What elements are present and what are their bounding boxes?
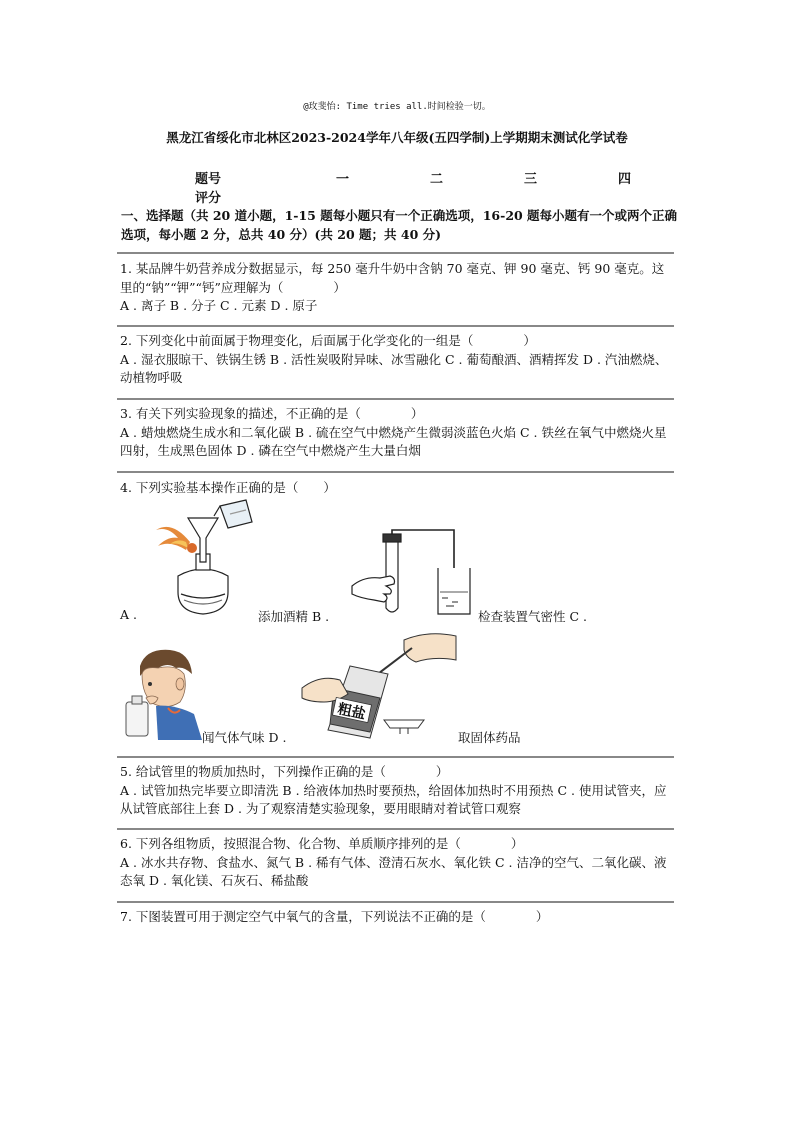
airtightness-check-figure: [350, 528, 478, 620]
section-1-heading: 一、选择题（共 20 道小题，1-15 题每小题只有一个正确选项，16-20 题每小题有一个或两个正确选项，每小题 2 分，总共 40 分）(共 20 题；共 40 分): [121, 208, 678, 242]
divider: [117, 901, 674, 903]
question-5: [120, 763, 676, 819]
score-table-row-label: 评分: [195, 191, 222, 206]
divider: [117, 325, 674, 327]
divider: [117, 756, 674, 758]
question-4: [120, 479, 676, 498]
option-d-caption: 取固体药品: [458, 730, 521, 745]
question-7: [120, 908, 676, 927]
option-c-caption: 闻气体气味 D .: [202, 730, 287, 745]
question-options: A . 试管加热完毕要立即清洗 B . 给液体加热时要预热，给固体加热时不用预热 C . 使用试管夹，应从试管底部往上套 D . 为了观察清楚实验现象，要用眼睛对着试管口观察: [120, 782, 667, 816]
score-table-header-label: 题号: [195, 172, 222, 187]
question-1: [120, 260, 676, 316]
question-stem: 3. 有关下列实验现象的描述，不正确的是（ ）: [120, 406, 424, 421]
question-options: A . 湿衣服晾干、铁锅生锈 B . 活性炭吸附异味、冰雪融化 C . 葡萄酿酒、酒精挥发 D . 汽油燃烧、动植物呼吸: [120, 351, 668, 385]
score-table-col-4: 四: [618, 172, 632, 187]
question-stem: 1. 某品牌牛奶营养成分数据显示，每 250 毫升牛奶中含钠 70 毫克、钾 90 毫克、钙 90 毫克。这里的“钠”“钾”“钙”应理解为（ ）: [120, 261, 665, 295]
divider: [117, 471, 674, 473]
divider: [117, 398, 674, 400]
smell-gas-figure: [124, 646, 204, 740]
question-options: A . 离子 B . 分子 C . 元素 D . 原子: [120, 298, 318, 313]
score-table-col-2: 二: [430, 172, 444, 187]
score-table-col-3: 三: [524, 172, 538, 187]
question-2: [120, 332, 676, 388]
question-stem: 2. 下列变化中前面属于物理变化，后面属于化学变化的一组是（ ）: [120, 333, 536, 348]
flame-icon: [156, 527, 190, 550]
divider: [117, 828, 674, 830]
question-options: A . 蜡烛燃烧生成水和二氧化碳 B . 硫在空气中燃烧产生微弱淡蓝色火焰 C . 铁丝在氧气中燃烧火星四射，生成黑色固体 D . 磷在空气中燃烧产生大量白烟: [120, 424, 667, 458]
question-stem: 6. 下列各组物质，按照混合物、化合物、单质顺序排列的是（ ）: [120, 836, 524, 851]
score-table-col-1: 一: [336, 172, 350, 187]
alcohol-lamp-figure: [148, 496, 258, 622]
option-a-caption: 添加酒精 B .: [258, 609, 330, 624]
divider: [117, 252, 674, 254]
question-stem: 4. 下列实验基本操作正确的是（ ）: [120, 480, 336, 495]
option-b-caption: 检查装置气密性 C .: [478, 609, 587, 624]
question-options: A . 冰水共存物、食盐水、氮气 B . 稀有气体、澄清石灰水、氧化铁 C . 洁净的空气、二氧化碳、液态氧 D . 氧化镁、石灰石、稀盐酸: [120, 854, 667, 888]
take-solid-drug-figure: [300, 626, 460, 742]
bottle-label-text: 粗盐: [336, 701, 367, 723]
header-motto: @玫斐怡: Time tries all.时间检验一切。: [303, 102, 491, 112]
question-stem: 5. 给试管里的物质加热时，下列操作正确的是（ ）: [120, 764, 449, 779]
question-stem: 7. 下图装置可用于测定空气中氧气的含量，下列说法不正确的是（ ）: [120, 909, 549, 924]
question-3: [120, 405, 676, 461]
exam-title: 黑龙江省绥化市北林区2023-2024学年八年级(五四学制)上学期期末测试化学试卷: [166, 130, 628, 145]
question-6: [120, 835, 676, 891]
option-a-label: A .: [120, 607, 137, 622]
